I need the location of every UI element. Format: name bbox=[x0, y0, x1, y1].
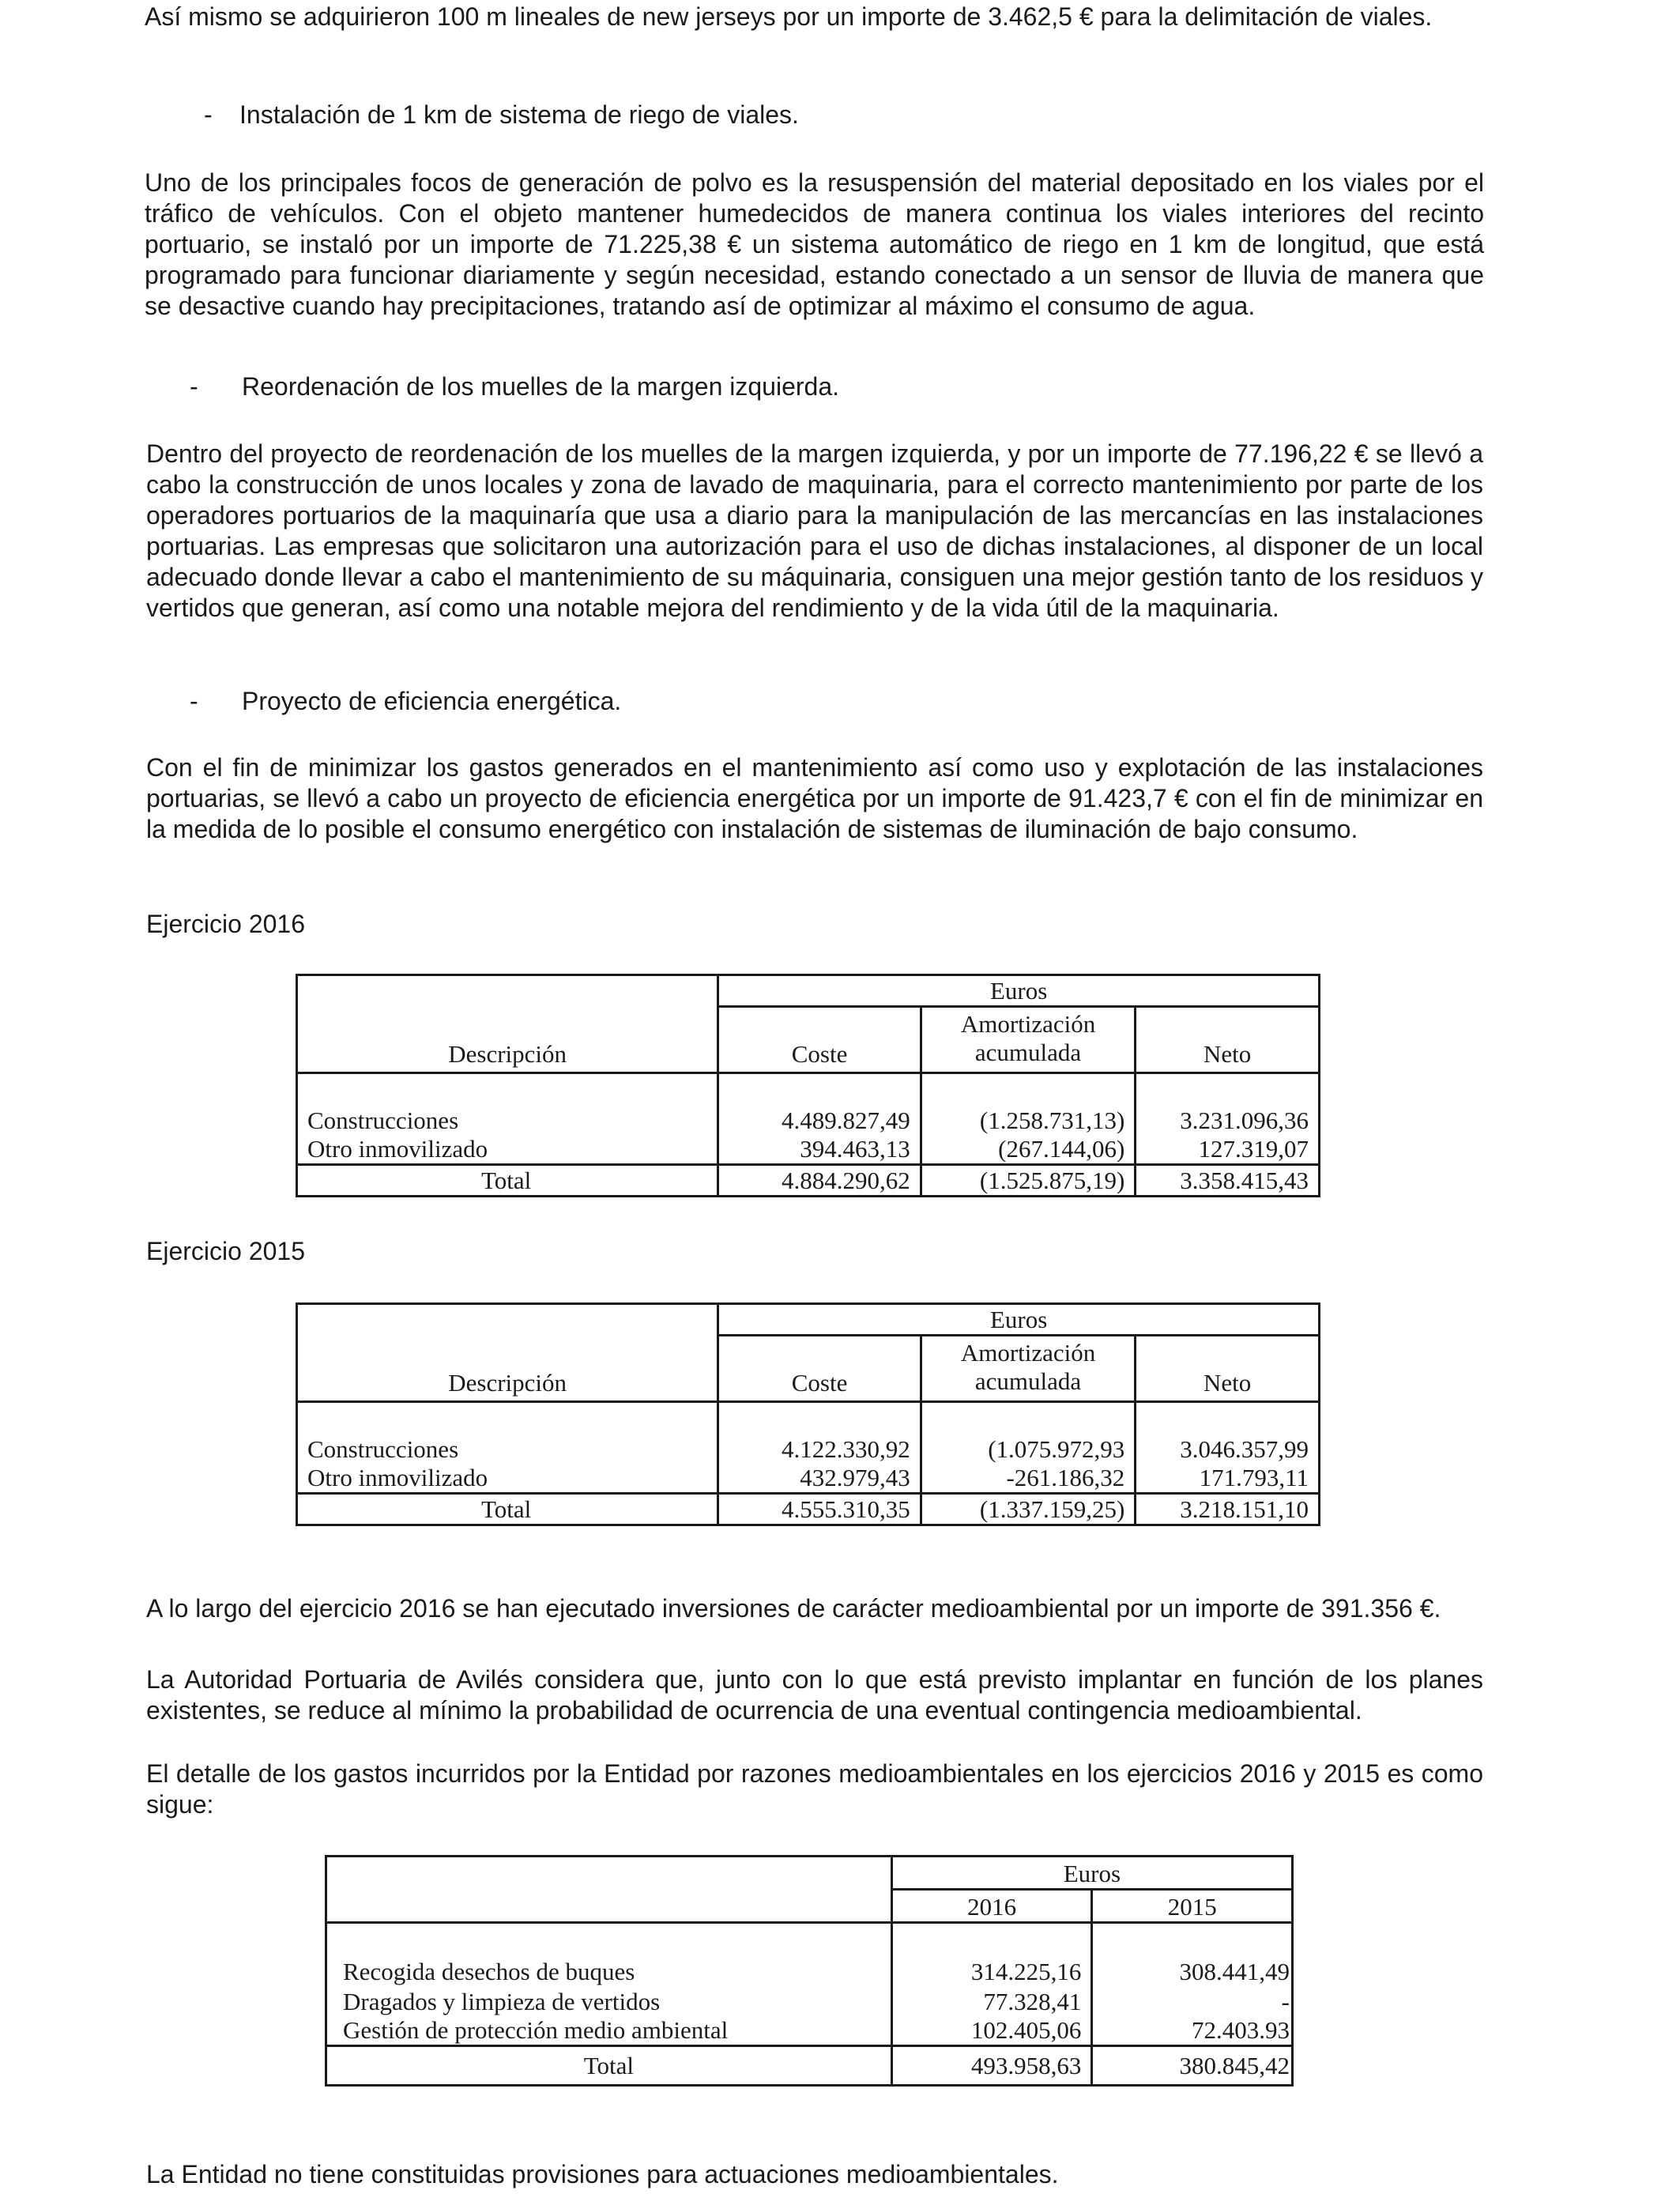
row-2016: 102.405,06 bbox=[891, 2016, 1092, 2046]
total-label: Total bbox=[326, 2046, 892, 2086]
table-total-row bbox=[297, 1494, 1320, 1525]
table-total-row bbox=[326, 2046, 1293, 2086]
table-row bbox=[297, 1434, 1320, 1464]
table-inmovilizado-2015 bbox=[296, 1302, 1320, 1526]
row-desc: Gestión de protección medio ambiental bbox=[326, 2016, 892, 2046]
paragraph-riego: Uno de los principales focos de generación de polvo es la resuspensión del material depositado en los viales por el tráfico de vehículos. Con el objeto mantener humedecidos de manera continua los viales interiores del recinto portuario, se instaló por un importe de 71.225,38 € un sistema automático de riego en 1 km de longitud, que está programado para funcionar diariamente y según necesidad, estando conectado a un sensor de lluvia de manera que se desactive cuando hay precipitaciones, tratando así de optimizar al máximo el consumo de agua. bbox=[145, 168, 1484, 320]
group-header-euros: Euros bbox=[718, 1304, 1320, 1336]
table-total-row bbox=[297, 1165, 1320, 1197]
col-header-acumulada: acumulada bbox=[921, 1367, 1136, 1402]
col-header-coste: Coste bbox=[718, 1336, 921, 1402]
table-row bbox=[297, 1135, 1320, 1165]
paragraph-eficiencia: Con el fin de minimizar los gastos generados en el mantenimiento así como uso y explotación de las instalaciones portuarias, se llevó a cabo un proyecto de eficiencia energética por un importe de 91.423,7 € con el fin de minimizar en la medida de lo posible el consumo energético con instalación de sistemas de iluminación de bajo consumo. bbox=[146, 753, 1483, 843]
paragraph-new-jerseys: Así mismo se adquirieron 100 m lineales de new jerseys por un importe de 3.462,5 € para la delimitación de viales. bbox=[145, 2, 1433, 31]
row-2016: 314.225,16 bbox=[891, 1956, 1092, 1986]
col-header-descripcion: Descripción bbox=[297, 1336, 718, 1402]
col-header-coste: Coste bbox=[718, 1007, 921, 1073]
row-desc: Otro inmovilizado bbox=[297, 1135, 718, 1165]
col-header-acumulada: acumulada bbox=[921, 1039, 1136, 1073]
row-neto: 171.793,11 bbox=[1136, 1464, 1320, 1494]
row-coste: 394.463,13 bbox=[718, 1135, 921, 1165]
row-amortizacion: (267.144,06) bbox=[921, 1135, 1136, 1165]
row-desc: Construcciones bbox=[297, 1434, 718, 1464]
total-coste: 4.555.310,35 bbox=[718, 1494, 921, 1525]
bullet-dash: - bbox=[190, 687, 198, 715]
paragraph-provisiones: La Entidad no tiene constituidas provisiones para actuaciones medioambientales. bbox=[146, 2160, 1059, 2188]
table-row bbox=[326, 1986, 1293, 2016]
row-neto: 127.319,07 bbox=[1136, 1135, 1320, 1165]
heading-ejercicio-2015: Ejercicio 2015 bbox=[146, 1237, 305, 1265]
col-header-neto: Neto bbox=[1136, 1007, 1320, 1073]
bullet-eficiencia-text: Proyecto de eficiencia energética. bbox=[242, 687, 622, 715]
row-amortizacion: (1.075.972,93 bbox=[921, 1434, 1136, 1464]
col-header-2015: 2015 bbox=[1092, 1890, 1293, 1923]
table-row bbox=[297, 1464, 1320, 1494]
total-amortizacion: (1.525.875,19) bbox=[921, 1165, 1136, 1197]
row-amortizacion: -261.186,32 bbox=[921, 1464, 1136, 1494]
row-amortizacion: (1.258.731,13) bbox=[921, 1105, 1136, 1135]
total-2015: 380.845,42 bbox=[1092, 2046, 1293, 2086]
row-2015: 72.403.93 bbox=[1092, 2016, 1293, 2046]
col-header-2016: 2016 bbox=[891, 1890, 1092, 1923]
row-2015: - bbox=[1092, 1986, 1293, 2016]
row-desc: Dragados y limpieza de vertidos bbox=[326, 1986, 892, 2016]
row-desc: Construcciones bbox=[297, 1105, 718, 1135]
bullet-dash: - bbox=[190, 372, 198, 401]
col-header-neto: Neto bbox=[1136, 1336, 1320, 1402]
total-neto: 3.358.415,43 bbox=[1136, 1165, 1320, 1197]
group-header-euros: Euros bbox=[891, 1857, 1292, 1890]
table-row bbox=[326, 1956, 1293, 1986]
table-gastos-medioambientales bbox=[325, 1855, 1294, 2087]
table-inmovilizado-2016 bbox=[296, 974, 1320, 1197]
paragraph-inversiones: A lo largo del ejercicio 2016 se han ejecutado inversiones de carácter medioambiental por un importe de 391.356 €. bbox=[146, 1594, 1441, 1623]
table-row bbox=[326, 2016, 1293, 2046]
row-neto: 3.231.096,36 bbox=[1136, 1105, 1320, 1135]
bullet-reordenacion-text: Reordenación de los muelles de la margen izquierda. bbox=[242, 372, 839, 401]
paragraph-reordenacion: Dentro del proyecto de reordenación de los muelles de la margen izquierda, y por un importe de 77.196,22 € se llevó a cabo la construcción de unos locales y zona de lavado de maquinaria, para el correcto mantenimiento por parte de los operadores portuarios de la maquinaría que usa a diario para la manipulación de las mercancías en las instalaciones portuarias. Las empresas que solicitaron una autorización para el uso de dichas instalaciones, al disponer de un local adecuado donde llevar a cabo el mantenimiento de su máquinaria, consiguen una mejor gestión tanto de los residuos y vertidos que generan, así como una notable mejora del rendimiento y de la vida útil de la maquinaria. bbox=[146, 439, 1483, 622]
row-coste: 4.489.827,49 bbox=[718, 1105, 921, 1135]
row-2015: 308.441,49 bbox=[1092, 1956, 1293, 1986]
group-header-euros: Euros bbox=[718, 975, 1320, 1007]
row-coste: 432.979,43 bbox=[718, 1464, 921, 1494]
total-label: Total bbox=[297, 1494, 718, 1525]
total-label: Total bbox=[297, 1165, 718, 1197]
paragraph-detalle-gastos: El detalle de los gastos incurridos por la Entidad por razones medioambientales en los ejercicios 2016 y 2015 es como sigue: bbox=[146, 1759, 1483, 1819]
row-coste: 4.122.330,92 bbox=[718, 1434, 921, 1464]
heading-ejercicio-2016: Ejercicio 2016 bbox=[146, 910, 305, 938]
col-header-amortizacion: Amortización bbox=[921, 1336, 1136, 1367]
col-header-descripcion: Descripción bbox=[297, 1007, 718, 1073]
row-desc: Recogida desechos de buques bbox=[326, 1956, 892, 1986]
total-coste: 4.884.290,62 bbox=[718, 1165, 921, 1197]
paragraph-autoridad: La Autoridad Portuaria de Avilés considera que, junto con lo que está previsto implantar en función de los planes existentes, se reduce al mínimo la probabilidad de ocurrencia de una eventual contingencia medioambiental. bbox=[146, 1665, 1483, 1725]
table-row bbox=[297, 1105, 1320, 1135]
bullet-dash: - bbox=[204, 100, 213, 129]
row-2016: 77.328,41 bbox=[891, 1986, 1092, 2016]
row-neto: 3.046.357,99 bbox=[1136, 1434, 1320, 1464]
bullet-riego-text: Instalación de 1 km de sistema de riego de viales. bbox=[239, 100, 799, 129]
total-amortizacion: (1.337.159,25) bbox=[921, 1494, 1136, 1525]
col-header-amortizacion: Amortización bbox=[921, 1007, 1136, 1039]
row-desc: Otro inmovilizado bbox=[297, 1464, 718, 1494]
total-neto: 3.218.151,10 bbox=[1136, 1494, 1320, 1525]
total-2016: 493.958,63 bbox=[891, 2046, 1092, 2086]
